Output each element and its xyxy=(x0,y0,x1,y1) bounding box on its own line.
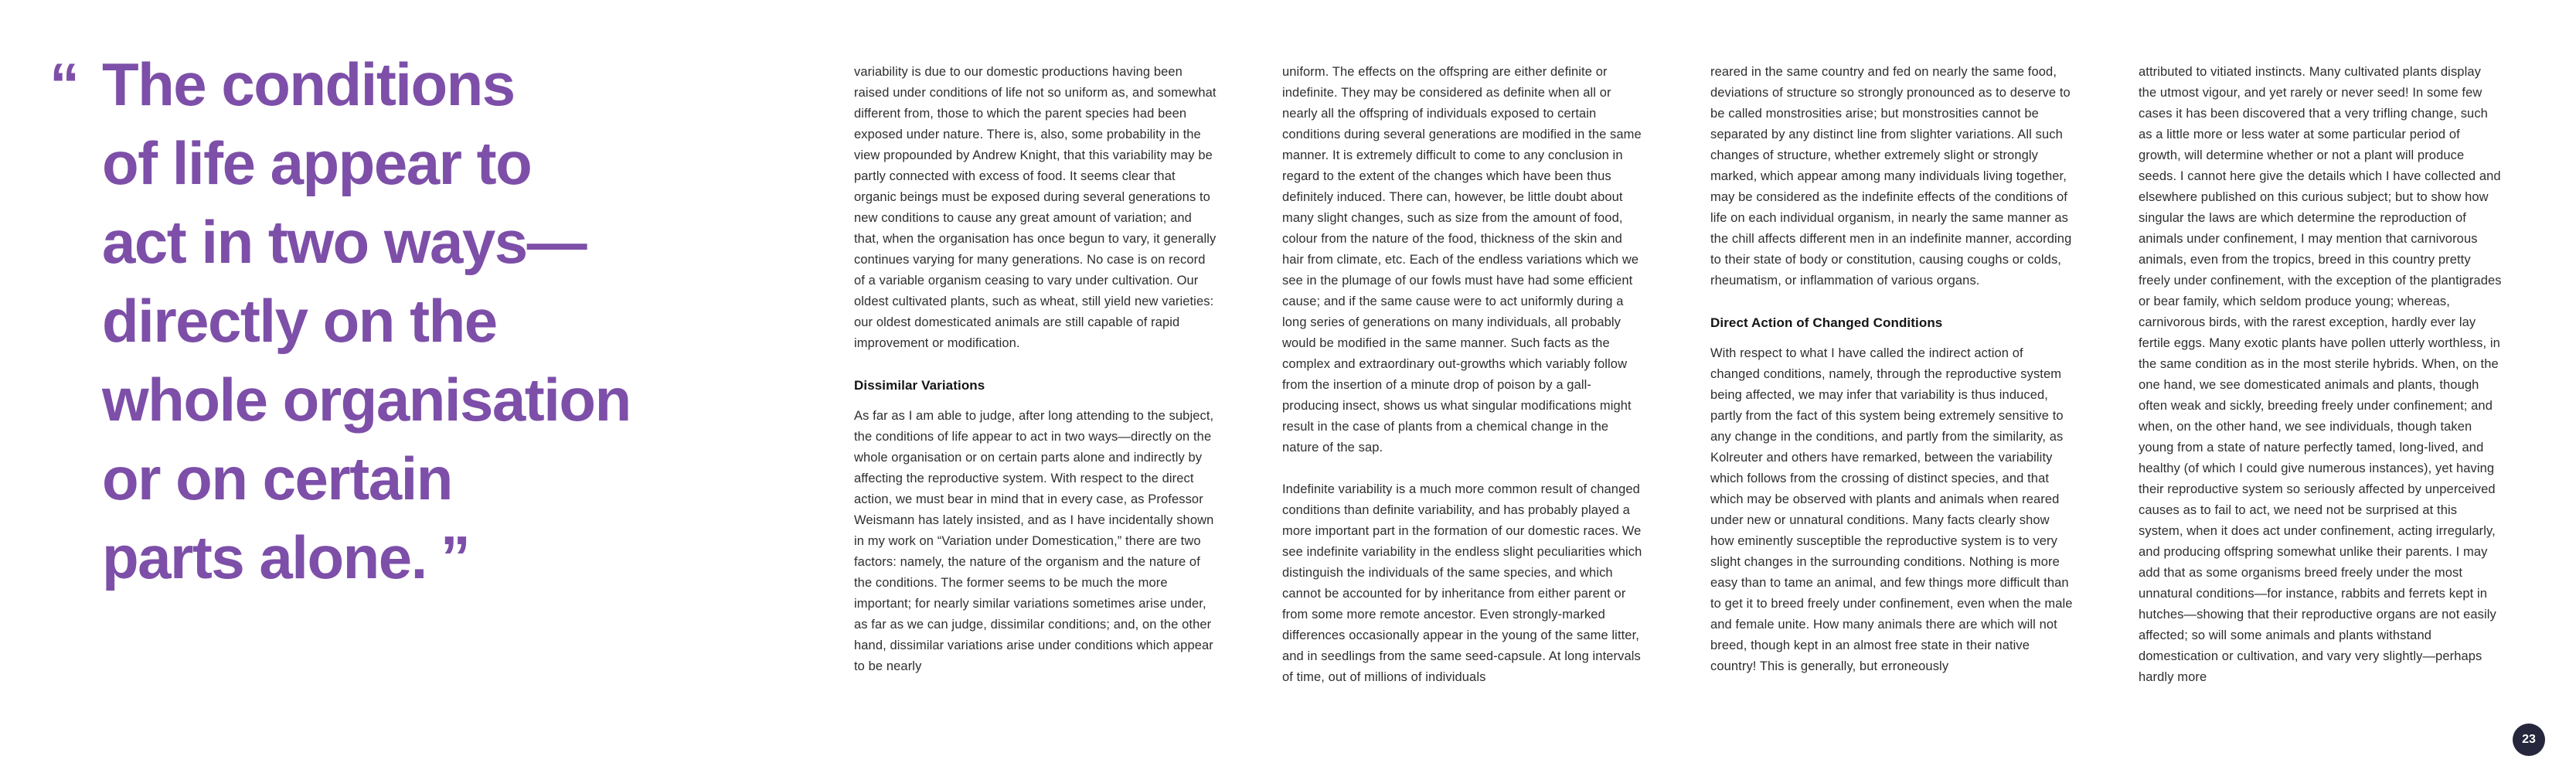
section-heading-direct-action: Direct Action of Changed Conditions xyxy=(1710,315,1943,330)
text-column-4 xyxy=(2139,62,2502,688)
pull-quote-line-3: act in two ways— xyxy=(102,208,587,276)
paragraph: With respect to what I have called the indirect action of changed conditions, namely, through the reproductive system being affected, we may infer that variability is thus induced, partly from the fact of this system being extremely sensitive to any change in the conditions, and partly from the similarity, as Kolreuter and others have remarked, between the variability which follows from the crossing of distinct species, and that which may be observed with plants and animals when reared under new or unnatural conditions. Many facts clearly show how eminently susceptible the reproductive system is to very slight changes in the surrounding conditions. Nothing is more easy than to tame an animal, and few things more difficult than to get it to breed freely under confinement, even when the male and female unite. How many animals there are which will not breed, though kept in an almost free state in their native country! This is generally, but erroneously xyxy=(1710,346,2073,673)
paragraph: reared in the same country and fed on nearly the same food, deviations of structure so strongly pronounced as to deserve to be called monstrosities arise; but monstrosities cannot be separated by any distinct line from slighter variations. All such changes of structure, whether extremely slight or strongly marked, which appear among many individuals living together, may be considered as the indefinite effects of the conditions of life on each individual organism, in nearly the same manner as the chill affects different men in an indefinite manner, according to their state of body or constitution, causing coughs or colds, rheumatism, or inflammation of various organs. xyxy=(1710,65,2072,288)
pull-quote-lines xyxy=(49,45,815,597)
page-number-badge: 23 xyxy=(2513,724,2545,756)
paragraph: Indefinite variability is a much more common result of changed conditions than definite variability, and has probably played a more important part in the formation of our domestic races. We see indefinite variability in the endless slight peculiarities which distinguish the individuals of the same species, and which cannot be accounted for by inheritance from either parent or from some more remote ancestor. Even strongly-marked differences occasionally appear in the young of the same litter, and in seedlings from the same seed-capsule. At long intervals of time, out of millions of individuals xyxy=(1282,482,1642,684)
paragraph: As far as I am able to judge, after long attending to the subject, the conditions of life appear to act in two ways—directly on the whole organisation or on certain parts alone and indirectly by affecting the reproductive system. With respect to the direct action, we must bear in mind that in every case, as Professor Weismann has lately insisted, and as I have incidentally shown in my work on “Variation under Domestication,” there are two factors: namely, the nature of the organism and the nature of the conditions. The former seems to be much the more important; for nearly similar variations sometimes arise under, as far as we can judge, dissimilar conditions; and, on the other hand, dissimilar variations arise under conditions which appear to be nearly xyxy=(854,409,1214,673)
text-column-2 xyxy=(1282,62,1645,688)
pull-quote-line-6: or on certain xyxy=(102,444,452,512)
pull-quote xyxy=(49,45,815,597)
body-text-columns xyxy=(854,62,2502,688)
paragraph: uniform. The effects on the offspring are either definite or indefinite. They may be considered as definite when all or nearly all the offspring of individuals exposed to certain conditions during several generations are modified in the same manner. It is extremely difficult to come to any conclusion in regard to the extent of the changes which have been thus definitely induced. There can, however, be little doubt about many slight changes, such as size from the amount of food, colour from the nature of the food, thickness of the skin and hair from climate, etc. Each of the endless variations which we see in the plumage of our fowls must have had some efficient cause; and if the same cause were to act uniformly during a long series of generations on many individuals, all probably would be modified in the same manner. Such facts as the complex and extraordinary out-growths which variably follow from the insertion of a minute drop of poison by a gall-producing insect, shows us what singular modifications might result in the case of plants from a chemical change in the nature of the sap. xyxy=(1282,65,1642,455)
text-column-1 xyxy=(854,62,1217,688)
pull-quote-last-line-text: parts alone. xyxy=(102,523,427,591)
paragraph: attributed to vitiated instincts. Many cultivated plants display the utmost vigour, and yet rarely or never seed! In some few cases it has been discovered that a very trifling change, such as a little more or less water at some particular period of growth, will determine whether or not a plant will produce seeds. I cannot here give the details which I have collected and elsewhere published on this curious subject; but to show how singular the laws are which determine the reproduction of animals under confinement, I may mention that carnivorous animals, even from the tropics, breed in this country pretty freely under confinement, with the exception of the plantigrades or bear family, which seldom produce young; whereas, carnivorous birds, with the rarest exception, hardly ever lay fertile eggs. Many exotic plants have pollen utterly worthless, in the same condition as in the most sterile hybrids. When, on the one hand, we see domesticated animals and plants, though often weak and sickly, breeding freely under confinement; and when, on the other hand, we see individuals, though taken young from a state of nature perfectly tamed, long-lived, and healthy (of which I could give numerous instances), yet having their reproductive system so seriously affected by unperceived causes as to fail to act, we need not be surprised at this system, when it does act under confinement, acting irregularly, and producing offspring somewhat unlike their parents. I may add that as some organisms breed freely under the most unnatural conditions—for instance, rabbits and ferrets kept in hutches—showing that their reproductive organs are not easily affected; so will some animals and plants withstand domestication or cultivation, and vary very slightly—perhaps hardly more xyxy=(2139,65,2502,684)
pull-quote-line-5: whole organisation xyxy=(102,366,631,434)
pull-quote-line-1: The conditions xyxy=(102,50,515,118)
close-quote-mark: ” xyxy=(440,523,470,591)
paragraph: variability is due to our domestic productions having been raised under conditions of life not so uniform as, and somewhat different from, those to which the parent species had been exposed under nature. There is, also, some probability in the view propounded by Andrew Knight, that this variability may be partly connected with excess of food. It seems clear that organic beings must be exposed during several generations to new conditions to cause any great amount of variation; and that, when the organisation has once begun to vary, it generally continues varying for many generations. No case is on record of a variable organism ceasing to vary under cultivation. Our oldest cultivated plants, such as wheat, still yield new varieties: our oldest domesticated animals are still capable of rapid improvement or modification. xyxy=(854,65,1217,350)
pull-quote-line-7 xyxy=(102,518,815,597)
open-quote-mark: “ xyxy=(49,50,79,118)
section-heading-dissimilar-variations: Dissimilar Variations xyxy=(854,378,985,393)
pull-quote-line-2: of life appear to xyxy=(102,129,532,197)
pull-quote-line-4: directly on the xyxy=(102,287,497,355)
text-column-3 xyxy=(1710,62,2074,688)
